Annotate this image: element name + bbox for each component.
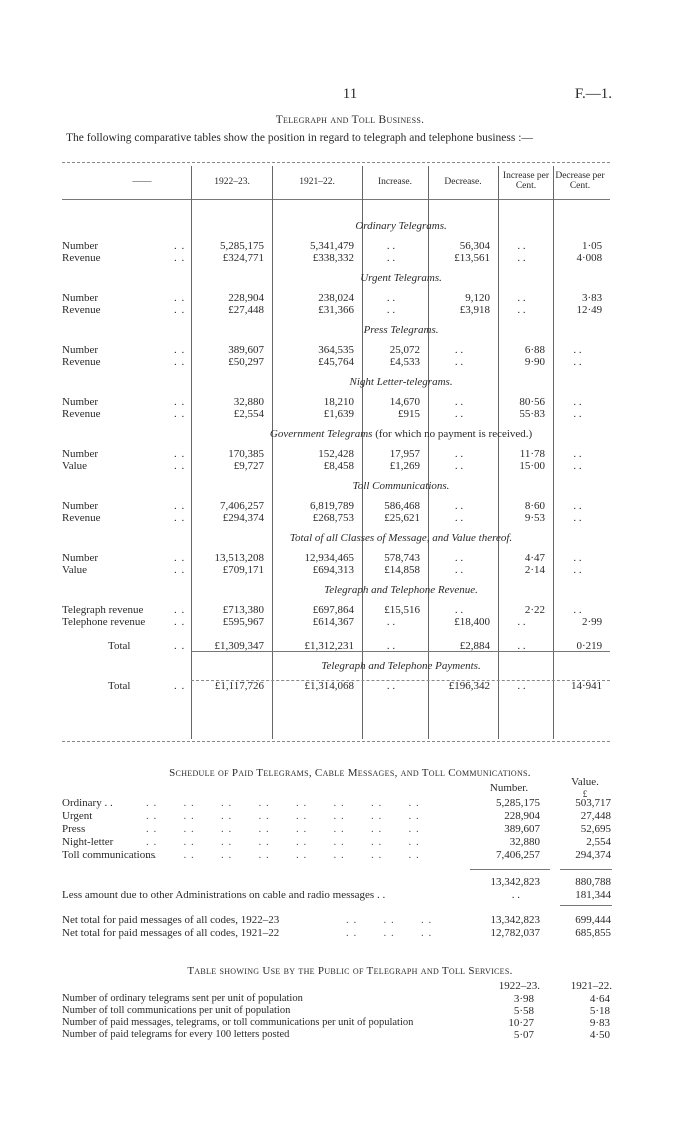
- cell-inc: . .: [386, 292, 396, 304]
- section-heading-row: [62, 652, 610, 680]
- cell-incp: . .: [517, 304, 526, 316]
- section-heading-row: [62, 524, 610, 552]
- use-row-label: Number of paid telegrams for every 100 letters posted: [62, 1029, 290, 1040]
- row-dots: . .: [174, 292, 186, 304]
- schedule-less-label: Less amount due to other Administrations on cable and radio messages . .: [62, 889, 386, 901]
- schedule-col-value-unit: £: [582, 789, 588, 799]
- cell-decp: 4·008: [576, 252, 603, 264]
- section-heading-row: [62, 472, 610, 500]
- cell-incp: 2·22: [524, 604, 545, 616]
- section-title-text: Ordinary Telegrams.: [355, 220, 447, 232]
- cell-dec: . .: [454, 408, 464, 420]
- cell-inc: £25,621: [384, 512, 420, 524]
- cell-inc: . .: [386, 240, 396, 252]
- cell-v1: £1,309,347: [214, 640, 264, 652]
- cell-decp: . .: [573, 408, 582, 420]
- cell-v2: £1,312,231: [304, 640, 354, 652]
- cell-decp: . .: [573, 500, 582, 512]
- table-row: [62, 304, 610, 316]
- use-row-1921: 4·64: [589, 993, 610, 1005]
- schedule-row-value: 294,374: [575, 849, 611, 861]
- cell-dec: £3,918: [459, 304, 490, 316]
- row-dots: . .: [174, 604, 186, 616]
- cell-inc: . .: [386, 304, 396, 316]
- row-dots: . .: [174, 396, 186, 408]
- leader-dots: . . . . . . . . . . . . . . . .: [146, 836, 420, 848]
- cell-v1: £27,448: [228, 304, 264, 316]
- schedule-row-number: 228,904: [504, 810, 540, 822]
- cell-incp: 55·83: [519, 408, 545, 420]
- cell-inc: 25,072: [389, 344, 420, 356]
- table-row: [62, 460, 610, 472]
- table-row: [62, 240, 610, 252]
- cell-dec: £18,400: [454, 616, 490, 628]
- schedule-row-value: 27,448: [580, 810, 611, 822]
- cell-v1: £713,380: [222, 604, 264, 616]
- table-row: [62, 252, 610, 264]
- row-dots: . .: [174, 460, 186, 472]
- cell-v1: £294,374: [222, 512, 264, 524]
- cell-inc: £1,269: [389, 460, 420, 472]
- cell-v1: £1,117,726: [214, 680, 264, 692]
- row-dots: . .: [174, 616, 186, 628]
- cell-dec: . .: [454, 604, 464, 616]
- cell-inc: . .: [386, 640, 396, 652]
- cell-incp: 8·60: [524, 500, 545, 512]
- cell-incp: 9·53: [524, 512, 545, 524]
- row-dots: . .: [174, 344, 186, 356]
- section-heading-row: [62, 368, 610, 396]
- cell-v2: 12,934,465: [304, 552, 354, 564]
- section-heading-row: [62, 212, 610, 240]
- cell-inc: £14,858: [384, 564, 420, 576]
- cell-v2: £31,366: [318, 304, 354, 316]
- section-title-text: Total of all Classes of Message, and Value thereof.: [289, 532, 513, 544]
- cell-dec: . .: [454, 564, 464, 576]
- cell-v2: 5,341,479: [310, 240, 354, 252]
- row-label: Total: [108, 680, 131, 692]
- row-dots: . .: [174, 512, 186, 524]
- cell-incp: 80·56: [519, 396, 545, 408]
- cell-dec: . .: [454, 460, 464, 472]
- leader-dots: . . . . . .: [346, 914, 433, 926]
- cell-dec: £196,342: [448, 680, 490, 692]
- schedule-row-label: Ordinary . .: [62, 797, 113, 809]
- cell-incp: . .: [517, 292, 526, 304]
- total-rule-top: [191, 651, 610, 652]
- row-label: Number: [62, 240, 99, 252]
- row-label: Revenue: [62, 252, 101, 264]
- table-row: [62, 616, 610, 628]
- use-row-1921: 9·83: [589, 1017, 610, 1029]
- row-dots: . .: [174, 448, 186, 460]
- use-row-1922: 5·58: [513, 1005, 534, 1017]
- row-dots: . .: [174, 408, 186, 420]
- cell-dec: 9,120: [465, 292, 490, 304]
- header-1921: 1921–22.: [299, 177, 335, 187]
- cell-incp: . .: [517, 252, 526, 264]
- payments-total-row: [62, 680, 610, 692]
- table-row: [62, 552, 610, 564]
- cell-dec: . .: [454, 356, 464, 368]
- use-row-label: Number of paid messages, telegrams, or toll communications per unit of population: [62, 1017, 414, 1028]
- cell-inc: 14,670: [389, 396, 420, 408]
- cell-incp: . .: [517, 240, 526, 252]
- cell-decp: . .: [573, 552, 582, 564]
- row-dots: . .: [174, 564, 186, 576]
- cell-v1: 389,607: [228, 344, 264, 356]
- document-code: F.—1.: [574, 86, 612, 102]
- schedule-number-rule: [470, 869, 550, 870]
- cell-incp: 11·78: [519, 448, 545, 460]
- cell-decp: . .: [573, 604, 582, 616]
- use-table-col1: 1922–23.: [498, 980, 540, 992]
- cell-dec: . .: [454, 448, 464, 460]
- cell-v1: 32,880: [233, 396, 264, 408]
- leader-dots: . . . . . . . . . . . . . . . .: [146, 797, 420, 809]
- cell-incp: . .: [517, 640, 526, 652]
- row-dots: . .: [174, 500, 186, 512]
- row-label: Number: [62, 396, 99, 408]
- cell-inc: 578,743: [384, 552, 420, 564]
- cell-inc: . .: [386, 616, 396, 628]
- cell-dec: . .: [454, 396, 464, 408]
- cell-decp: 12·49: [576, 304, 603, 316]
- schedule-row-value: 2,554: [586, 836, 611, 848]
- row-label: Telephone revenue: [62, 616, 146, 628]
- section-heading-row: [62, 264, 610, 292]
- cell-v2: £697,864: [312, 604, 354, 616]
- cell-v1: 7,406,257: [220, 500, 264, 512]
- table-row: [62, 564, 610, 576]
- row-dots: . .: [174, 356, 186, 368]
- cell-v2: £268,753: [312, 512, 354, 524]
- cell-v2: 364,535: [318, 344, 354, 356]
- schedule-less-number: . .: [511, 889, 520, 901]
- cell-dec: . .: [454, 344, 464, 356]
- section-title: [62, 264, 610, 292]
- table-row: [62, 356, 610, 368]
- cell-v2: 152,428: [318, 448, 354, 460]
- cell-decp: 2·99: [581, 616, 603, 628]
- cell-dec: £2,884: [459, 640, 490, 652]
- header-increase: Increase.: [377, 177, 412, 187]
- telegraph-comparison-table: [62, 212, 610, 692]
- cell-decp: 1·05: [581, 240, 603, 252]
- cell-incp: 2·14: [524, 564, 545, 576]
- row-label: Revenue: [62, 304, 101, 316]
- section-heading-row: [62, 576, 610, 604]
- cell-inc: . .: [386, 680, 396, 692]
- cell-incp: . .: [517, 680, 526, 692]
- schedule-net-value: 685,855: [575, 927, 611, 939]
- cell-incp: 6·88: [524, 344, 545, 356]
- section-title: [62, 316, 610, 344]
- table-end-rule: [62, 741, 610, 742]
- schedule-subtotal-number: 13,342,823: [490, 876, 540, 888]
- use-row-1921: 4·50: [589, 1029, 610, 1041]
- table-row: [62, 396, 610, 408]
- schedule-row-label: Press: [62, 823, 86, 835]
- cell-decp: . .: [573, 512, 582, 524]
- telegraph-table-body: [62, 212, 610, 692]
- table-row: [62, 448, 610, 460]
- row-label: Revenue: [62, 356, 101, 368]
- cell-dec: 56,304: [459, 240, 490, 252]
- section-title-text: Telegraph and Telephone Revenue.: [324, 584, 478, 596]
- cell-v1: 13,513,208: [214, 552, 264, 564]
- use-row-1922: 10·27: [508, 1017, 534, 1029]
- cell-decp: 0·219: [576, 640, 603, 652]
- cell-v2: 6,819,789: [310, 500, 354, 512]
- table-row: [62, 292, 610, 304]
- total-rule-bottom: [191, 680, 610, 681]
- schedule-row-label: Toll communications: [62, 849, 156, 861]
- section-title-text: Press Telegrams.: [363, 324, 439, 336]
- schedule-row-value: 503,717: [575, 797, 611, 809]
- use-row-1921: 5·18: [589, 1005, 610, 1017]
- cell-v2: 238,024: [318, 292, 354, 304]
- cell-decp: . .: [573, 460, 582, 472]
- row-dots: . .: [174, 552, 186, 564]
- cell-dec: . .: [454, 512, 464, 524]
- cell-v1: £2,554: [233, 408, 264, 420]
- schedule-subtotal-value: 880,788: [575, 876, 611, 888]
- schedule-net-number: 13,342,823: [490, 914, 540, 926]
- cell-incp: 15·00: [519, 460, 545, 472]
- row-label: Number: [62, 448, 99, 460]
- row-label: Value: [62, 564, 88, 576]
- header-bottom-rule: [62, 199, 610, 200]
- cell-decp: 14·941: [570, 680, 603, 692]
- leader-dots: . . . . . . . . . . . . . . . .: [146, 810, 420, 822]
- cell-v2: £8,458: [323, 460, 354, 472]
- section-title: [62, 524, 610, 552]
- row-label: Revenue: [62, 512, 101, 524]
- leader-dots: . . . . . . . . . . . . . . . .: [146, 823, 420, 835]
- cell-v2: £45,764: [318, 356, 354, 368]
- row-label: Number: [62, 344, 99, 356]
- row-label: Number: [62, 292, 99, 304]
- cell-dec: £13,561: [454, 252, 490, 264]
- cell-inc: . .: [386, 252, 396, 264]
- row-label: Number: [62, 500, 99, 512]
- schedule-value-rule: [560, 869, 612, 870]
- cell-v1: 170,385: [228, 448, 264, 460]
- row-dots: . .: [174, 252, 186, 264]
- section-title-text: Night Letter-telegrams.: [349, 376, 453, 388]
- intro-paragraph: The following comparative tables show the position in regard to telegraph and telephone business :—: [66, 132, 533, 144]
- section-title: [62, 472, 610, 500]
- telegraph-title: Telegraph and Toll Business.: [275, 114, 425, 126]
- cell-v2: £614,367: [312, 616, 354, 628]
- cell-incp: 9·90: [524, 356, 545, 368]
- schedule-col-value-label: Value.: [571, 776, 599, 788]
- schedule-row-label: Urgent: [62, 810, 93, 822]
- cell-v2: £338,332: [312, 252, 354, 264]
- cell-decp: . .: [573, 396, 582, 408]
- section-heading-row: [62, 316, 610, 344]
- cell-decp: . .: [573, 356, 582, 368]
- schedule-row-number: 5,285,175: [496, 797, 540, 809]
- cell-inc: 586,468: [384, 500, 420, 512]
- header-increase-pct: Increase per Cent.: [502, 171, 550, 191]
- cell-v1: £50,297: [228, 356, 264, 368]
- cell-v2: £694,313: [312, 564, 354, 576]
- cell-inc: £15,516: [384, 604, 420, 616]
- section-title: [62, 420, 610, 448]
- table-row: [62, 500, 610, 512]
- section-title-text: Toll Communications.: [352, 480, 450, 492]
- cell-v1: 5,285,175: [220, 240, 264, 252]
- cell-inc: £4,533: [389, 356, 420, 368]
- header-1922: 1922–23.: [214, 177, 250, 187]
- cell-v1: 228,904: [228, 292, 264, 304]
- cell-inc: £915: [398, 408, 420, 420]
- schedule-title: Schedule of Paid Telegrams, Cable Messages, and Toll Communications.: [169, 767, 531, 779]
- cell-v2: 18,210: [323, 396, 354, 408]
- cell-v1: £595,967: [222, 616, 264, 628]
- leader-dots: . . . . . .: [346, 927, 433, 939]
- section-title: [62, 368, 610, 396]
- row-label: Telegraph revenue: [62, 604, 144, 616]
- row-label: Number: [62, 552, 99, 564]
- row-label: Total: [108, 640, 131, 652]
- use-row-label: Number of ordinary telegrams sent per unit of population: [62, 993, 303, 1004]
- cell-decp: 3·83: [581, 292, 603, 304]
- section-title-text: Government Telegrams: [269, 428, 373, 440]
- cell-v1: £9,727: [233, 460, 264, 472]
- cell-v2: £1,314,068: [304, 680, 354, 692]
- cell-decp: . .: [573, 564, 582, 576]
- header-blank: ——: [132, 177, 152, 187]
- cell-incp: 4·47: [524, 552, 545, 564]
- section-heading-row: [62, 420, 610, 448]
- cell-v2: £1,639: [323, 408, 354, 420]
- row-dots: . .: [174, 240, 186, 252]
- page-number: 11: [342, 86, 358, 102]
- use-table-col2: 1921–22.: [570, 980, 612, 992]
- cell-v1: £324,771: [222, 252, 264, 264]
- leader-dots: . . . . . . . . . . . . . . . .: [146, 849, 420, 861]
- section-title-text: Urgent Telegrams.: [360, 272, 442, 284]
- schedule-less-rule: [560, 905, 612, 906]
- header-decrease: Decrease.: [444, 177, 482, 187]
- schedule-col-number: Number.: [489, 782, 529, 794]
- schedule-row-label: Night-letter: [62, 836, 114, 848]
- schedule-net-value: 699,444: [575, 914, 611, 926]
- cell-incp: . .: [517, 616, 526, 628]
- use-table-title: Table showing Use by the Public of Telegraph and Toll Services.: [187, 965, 513, 977]
- cell-v1: £709,171: [222, 564, 264, 576]
- schedule-net-label: Net total for paid messages of all codes, 1921–22: [62, 927, 280, 939]
- row-dots: . .: [174, 304, 186, 316]
- row-dots: . .: [174, 680, 186, 692]
- use-row-label: Number of toll communications per unit of population: [62, 1005, 291, 1016]
- header-decrease-pct: Decrease per Cent.: [555, 171, 605, 191]
- use-row-1922: 3·98: [513, 993, 534, 1005]
- cell-dec: . .: [454, 500, 464, 512]
- schedule-row-number: 7,406,257: [496, 849, 540, 861]
- cell-decp: . .: [573, 344, 582, 356]
- cell-inc: 17,957: [389, 448, 420, 460]
- section-title-note: (for which no payment is received.): [372, 428, 533, 440]
- section-title: [62, 212, 610, 240]
- schedule-row-number: 32,880: [509, 836, 540, 848]
- table-row: [62, 604, 610, 616]
- cell-decp: . .: [573, 448, 582, 460]
- schedule-less-value: 181,344: [575, 889, 611, 901]
- cell-dec: . .: [454, 552, 464, 564]
- payments-title: Telegraph and Telephone Payments.: [321, 660, 481, 672]
- section-title: [62, 576, 610, 604]
- row-dots: . .: [174, 640, 186, 652]
- schedule-net-number: 12,782,037: [490, 927, 540, 939]
- use-row-1922: 5·07: [513, 1029, 534, 1041]
- schedule-net-label: Net total for paid messages of all codes, 1922–23: [62, 914, 280, 926]
- row-label: Value: [62, 460, 88, 472]
- row-label: Revenue: [62, 408, 101, 420]
- table-row: [62, 344, 610, 356]
- header-top-rule: [62, 162, 610, 163]
- schedule-row-number: 389,607: [504, 823, 540, 835]
- table-row: [62, 408, 610, 420]
- schedule-row-value: 52,695: [580, 823, 611, 835]
- table-row: [62, 512, 610, 524]
